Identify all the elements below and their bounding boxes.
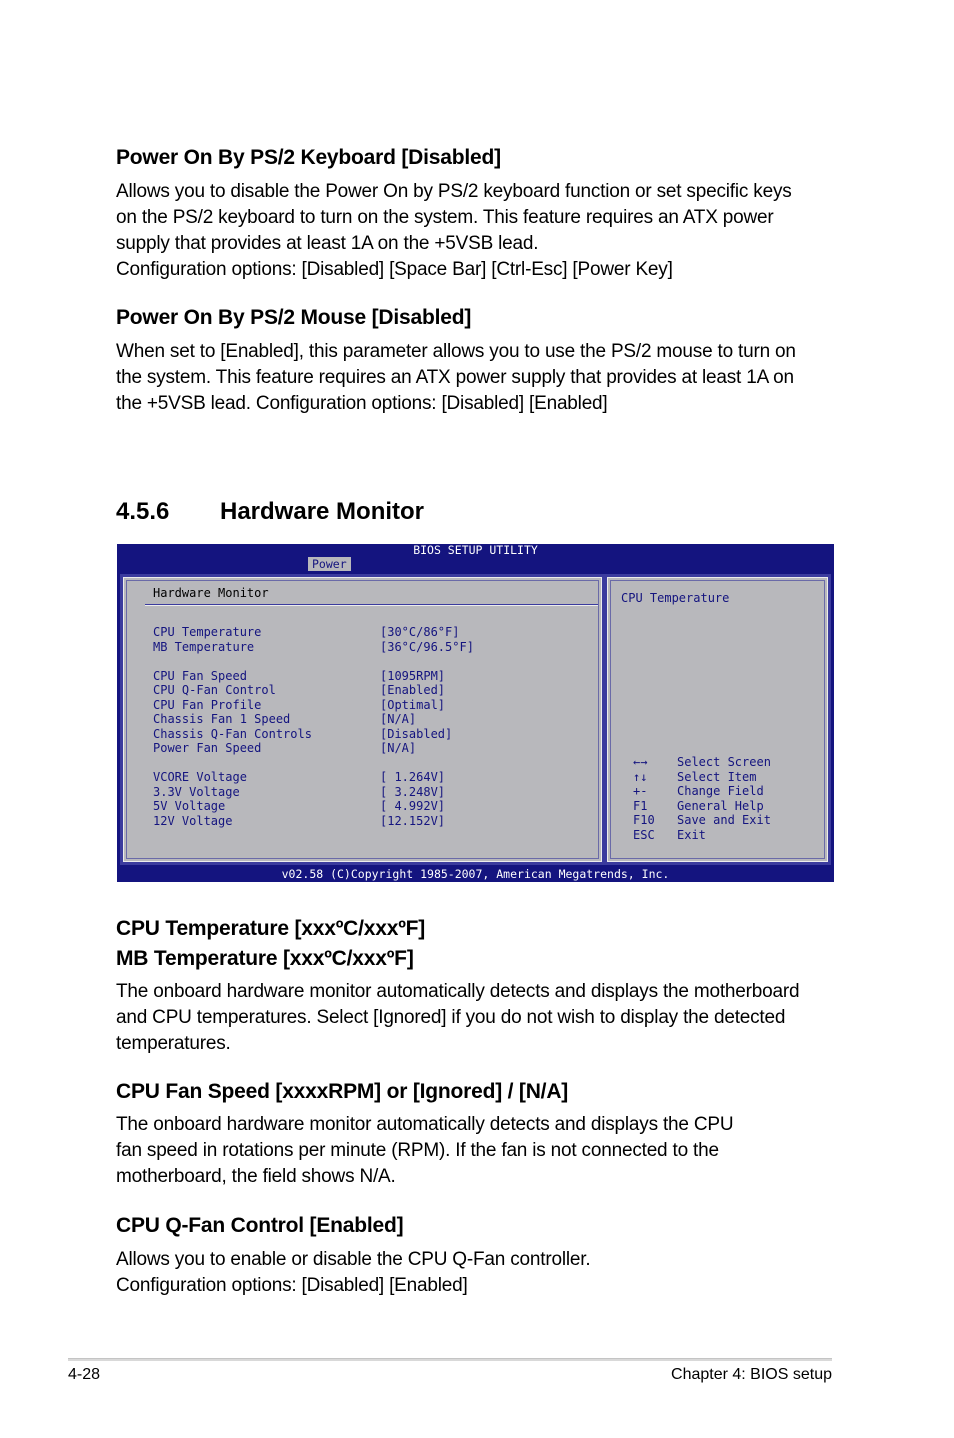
paragraph-cpu-fan-speed: The onboard hardware monitor automatically detects and displays the CPU fan speed in rotations per minute (RPM). If the fan is not connected to the motherboard, the field shows N/A. bbox=[116, 1114, 734, 1187]
bios-help-panel bbox=[604, 574, 831, 865]
bios-key-exit: ESC Exit bbox=[633, 827, 706, 842]
bios-row-cpu-fan-speed[interactable]: CPU Fan Speed [1095RPM] bbox=[153, 668, 446, 683]
bios-key-save-exit: F10 Save and Exit bbox=[633, 813, 771, 827]
bios-copyright: v02.58 (C)Copyright 1985-2007, American Megatrends, Inc. bbox=[281, 867, 670, 881]
bios-row-cpu-fan-profile[interactable]: CPU Fan Profile [Optimal] bbox=[153, 697, 446, 712]
chapter-title-text: Hardware Monitor bbox=[220, 498, 425, 525]
heading-ps2-keyboard: Power On By PS/2 Keyboard [Disabled] bbox=[116, 146, 501, 169]
heading-cpu-qfan-control: CPU Q-Fan Control [Enabled] bbox=[116, 1214, 404, 1237]
bios-row-vcore-voltage[interactable]: VCORE Voltage [ 1.264V] bbox=[153, 770, 446, 784]
bios-key-change-field: +- Change Field bbox=[633, 784, 764, 798]
paragraph-ps2-mouse: When set to [Enabled], this parameter allows you to use the PS/2 mouse to turn on the system. This feature requires an ATX power supply that provides at least 1A on the +5VSB lead. Configuration options: [Disabled] [Enabled] bbox=[116, 341, 796, 414]
bios-row-chassis-qfan-controls[interactable]: Chassis Q-Fan Controls [Disabled] bbox=[153, 726, 453, 741]
bios-key-legend bbox=[633, 755, 771, 842]
footer-divider bbox=[68, 1358, 832, 1361]
bios-row-chassis-fan-speed[interactable]: Chassis Fan 1 Speed [N/A] bbox=[153, 712, 417, 726]
bios-settings-panel bbox=[120, 574, 605, 865]
heading-ps2-mouse: Power On By PS/2 Mouse [Disabled] bbox=[116, 306, 472, 329]
paragraph-temperature: The onboard hardware monitor automatically detects and displays the motherboard and CPU temperatures. Select [Ignored] if you do not wish to display the detected temperatures. bbox=[116, 981, 800, 1054]
bios-key-select-screen: ←→ Select Screen bbox=[633, 755, 771, 769]
bios-row-cpu-temperature[interactable]: CPU Temperature [30°C/86°F] bbox=[153, 625, 460, 639]
paragraph-ps2-keyboard: Allows you to disable the Power On by PS/2 keyboard function or set specific keys on the PS/2 keyboard to turn on the system. This feature requires an ATX power supply that provides at least 1A on the +5VSB lead. Configuration options: [Disabled] [Space Bar] [Ctrl-Esc] [Power Key] bbox=[116, 181, 792, 280]
heading-cpu-temperature: CPU Temperature [xxxºC/xxxºF] bbox=[116, 917, 426, 940]
bios-tab-power[interactable]: Power bbox=[308, 557, 351, 571]
bios-help-text: CPU Temperature bbox=[621, 591, 730, 605]
bios-row-spacer bbox=[153, 756, 474, 771]
bios-row-cpu-qfan-control[interactable]: CPU Q-Fan Control [Enabled] bbox=[153, 683, 446, 697]
chapter-number: 4.5.6 bbox=[116, 498, 170, 525]
bios-row-3v3-voltage[interactable]: 3.3V Voltage [ 3.248V] bbox=[153, 784, 446, 799]
bios-settings-list bbox=[153, 625, 474, 828]
bios-panel-divider bbox=[145, 604, 598, 606]
heading-mb-temperature: MB Temperature [xxxºC/xxxºF] bbox=[116, 947, 414, 970]
paragraph-cpu-qfan-control: Allows you to enable or disable the CPU Q-Fan controller. Configuration options: [Disabled] [Enabled] bbox=[116, 1249, 591, 1296]
bios-row-power-fan-speed[interactable]: Power Fan Speed [N/A] bbox=[153, 741, 417, 755]
footer-chapter-label: Chapter 4: BIOS setup bbox=[671, 1366, 832, 1383]
bios-row-12v-voltage[interactable]: 12V Voltage [12.152V] bbox=[153, 813, 446, 828]
bios-title: BIOS SETUP UTILITY bbox=[413, 543, 538, 557]
bios-panel-header: Hardware Monitor bbox=[153, 586, 269, 600]
bios-key-select-item: ↑↓ Select Item bbox=[633, 769, 757, 784]
bios-screenshot bbox=[117, 544, 834, 882]
left-right-arrows-icon: ←→ bbox=[633, 755, 648, 769]
up-down-arrows-icon: ↑↓ bbox=[633, 769, 648, 784]
bios-key-general-help: F1 General Help bbox=[633, 798, 764, 813]
heading-cpu-fan-speed: CPU Fan Speed [xxxxRPM] or [Ignored] / [N/A] bbox=[116, 1080, 569, 1103]
bios-row-spacer bbox=[153, 654, 474, 669]
chapter-title bbox=[116, 496, 424, 528]
bios-row-5v-voltage[interactable]: 5V Voltage [ 4.992V] bbox=[153, 799, 446, 813]
bios-row-mb-temperature[interactable]: MB Temperature [36°C/96.5°F] bbox=[153, 639, 474, 654]
page-number: 4-28 bbox=[68, 1366, 101, 1383]
